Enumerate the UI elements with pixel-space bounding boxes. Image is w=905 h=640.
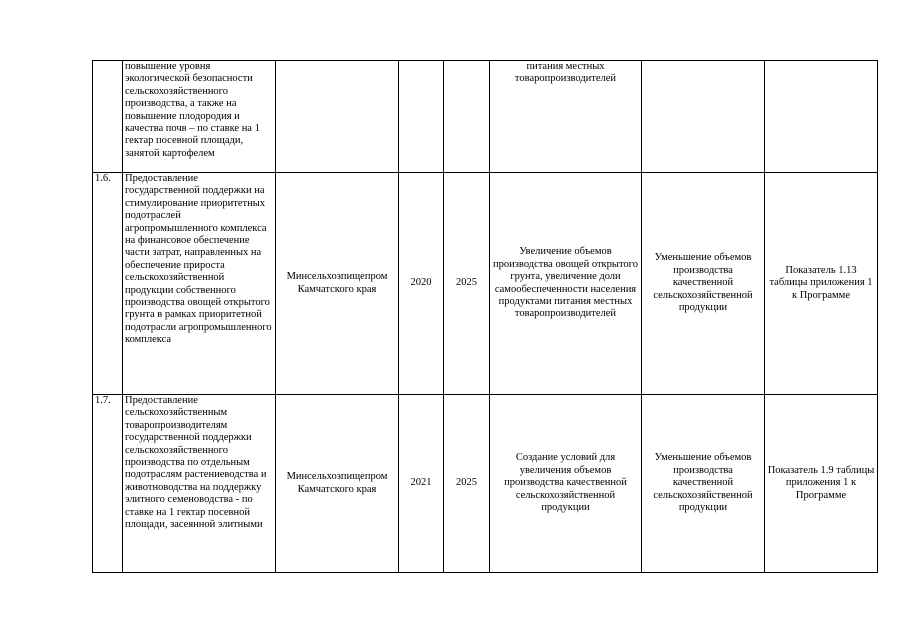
row-number: 1.6. — [93, 173, 123, 395]
start-year: 2020 — [399, 173, 444, 395]
indicator — [765, 61, 878, 173]
table-row — [93, 61, 878, 173]
table-row — [93, 395, 878, 573]
consequence: Уменьшение объемов производства качественной сельскохозяйственной продукции — [642, 173, 765, 395]
end-year: 2025 — [444, 395, 490, 573]
end-year — [444, 61, 490, 173]
end-year: 2025 — [444, 173, 490, 395]
consequence: Уменьшение объемов производства качественной сельскохозяйственной продукции — [642, 395, 765, 573]
measure-name: повышение уровня экологической безопасности сельскохозяйственного производства, а также на повышение плодородия и качества почв – по ставке на 1 гектар посевной площади, занятой картофелем — [123, 61, 276, 173]
start-year — [399, 61, 444, 173]
expected-result: Создание условий для увеличения объемов производства качественной сельскохозяйственной продукции — [490, 395, 642, 573]
measure-name: Предоставление сельскохозяйственным товаропроизводителям государственной поддержки сельскохозяйственного производства по отдельным подотраслям растениеводства и животноводства на поддержку элитного семеноводства - по ставке на 1 гектар посевной площади, засеянной элитными — [123, 395, 276, 573]
indicator: Показатель 1.9 таблицы приложения 1 к Программе — [765, 395, 878, 573]
expected-result: Увеличение объемов производства овощей открытого грунта, увеличение доли самообеспеченности населения продуктами питания местных товаропроизводителей — [490, 173, 642, 395]
executor: Минсельхозпищепром Камчатского края — [276, 173, 399, 395]
table-row — [93, 173, 878, 395]
consequence — [642, 61, 765, 173]
indicator: Показатель 1.13 таблицы приложения 1 к Программе — [765, 173, 878, 395]
row-number: 1.7. — [93, 395, 123, 573]
start-year: 2021 — [399, 395, 444, 573]
measures-table — [92, 60, 878, 573]
executor — [276, 61, 399, 173]
expected-result: питания местных товаропроизводителей — [490, 61, 642, 173]
row-number — [93, 61, 123, 173]
measure-name: Предоставление государственной поддержки на стимулирование приоритетных подотраслей агропромышленного комплекса на финансовое обеспечение части затрат, направленных на обеспечение прироста сельскохозяйственной продукции собственного производства овощей открытого грунта в рамках приоритетной подотрасли агропромышленного комплекса — [123, 173, 276, 395]
executor: Минсельхозпищепром Камчатского края — [276, 395, 399, 573]
